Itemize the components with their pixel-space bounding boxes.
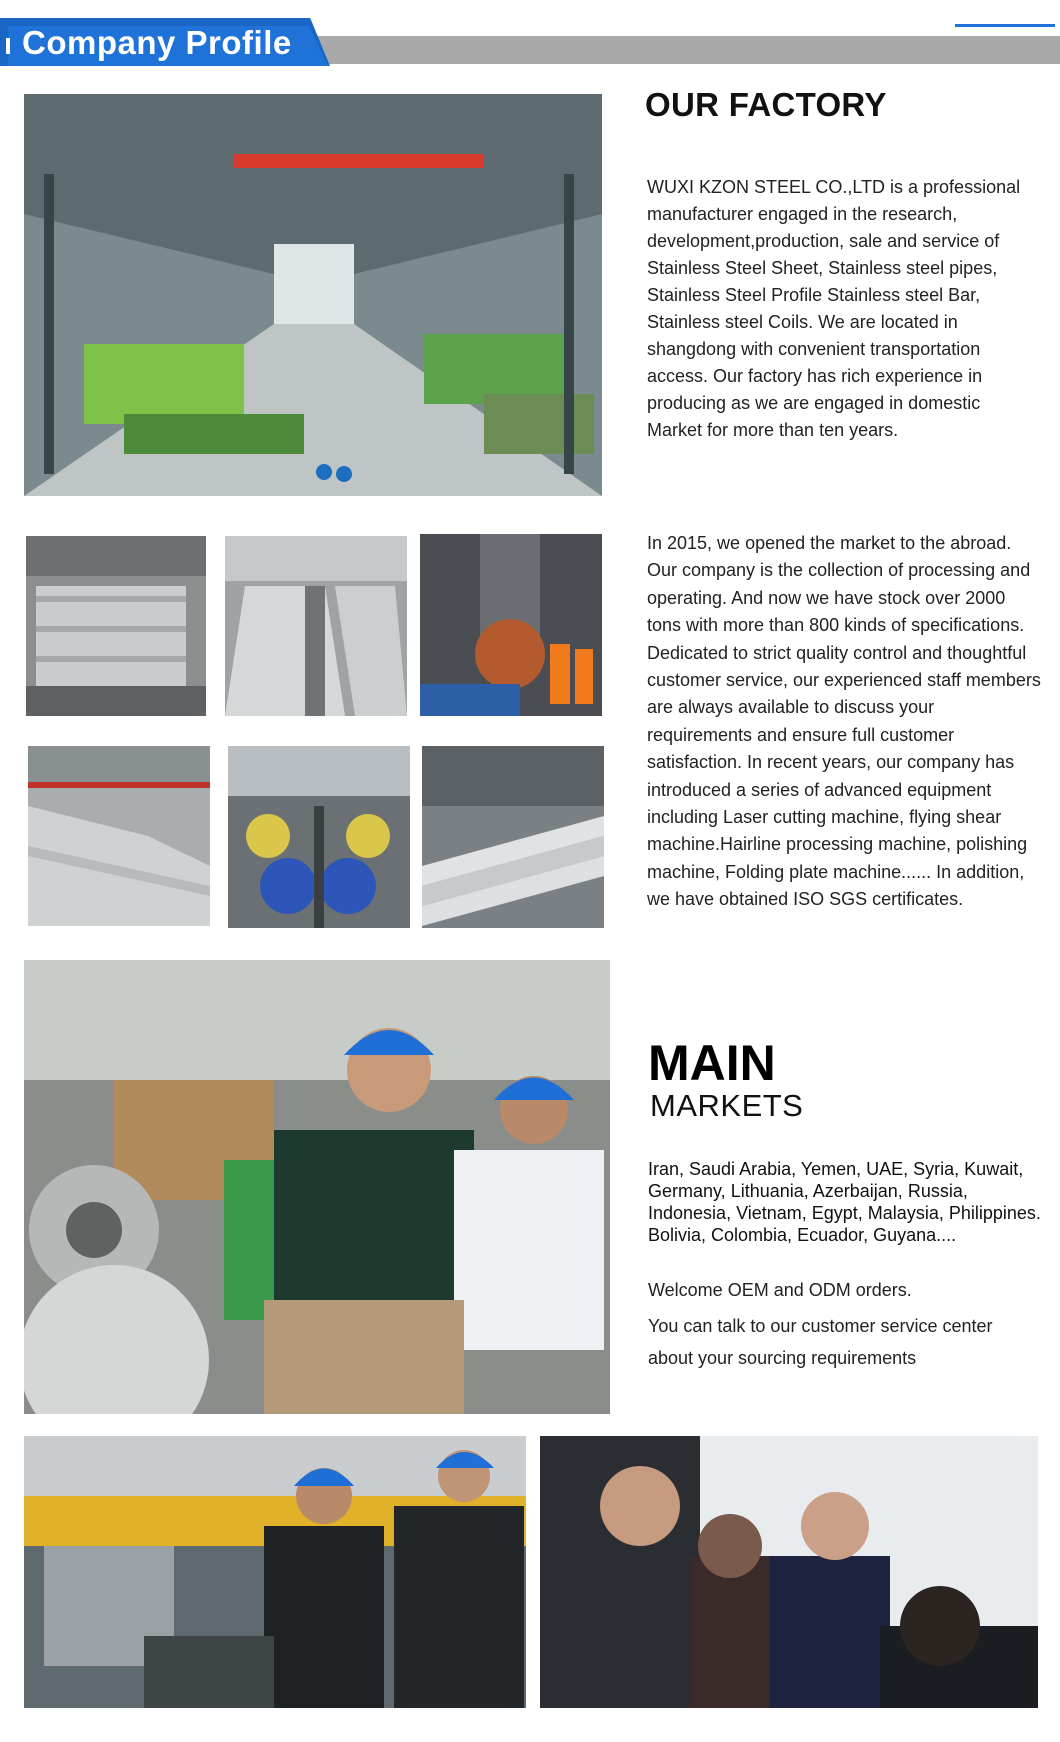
stacked-plates-photo bbox=[28, 746, 210, 926]
header-accent-line bbox=[955, 24, 1055, 27]
contact-text-line1: You can talk to our customer service center bbox=[648, 1316, 993, 1336]
contact-text-line2: about your sourcing requirements bbox=[648, 1348, 917, 1368]
factory-history-text: In 2015, we opened the market to the abroad. Our company is the collection of processing and operating. And now we have stock over 2000 tons with more than 800 kinds of specifications. Dedicated to strict quality control and thoughtful customer service, our experienced staff members are always available to discuss your requirements and ensure full customer satisfaction. In recent years, our company has introduced a series of advanced equipment including Laser cutting machine, flying shear machine.Hairline processing machine, polishing machine, Folding plate machine...... In addition, we have obtained ISO SGS certificates. bbox=[647, 533, 1041, 910]
markets-country-list: Iran, Saudi Arabia, Yemen, UAE, Syria, Kuwait, Germany, Lithuania, Azerbaijan, Russia, Indonesia, Vietnam, Egypt, Malaysia, Philippines. Bolivia, Colombia, Ecuador, Guyana.... bbox=[648, 1159, 1041, 1245]
header-gray-bar bbox=[300, 36, 1060, 64]
steel-pipes-photo bbox=[422, 746, 604, 928]
factory-hall-photo bbox=[24, 94, 602, 496]
oem-odm-text: Welcome OEM and ODM orders. bbox=[648, 1280, 912, 1300]
markets-heading-sub: MARKETS bbox=[650, 1088, 804, 1123]
crane-workers-photo bbox=[420, 534, 602, 716]
customer-visit-photo bbox=[24, 960, 610, 1414]
header-marker-icon bbox=[6, 38, 10, 54]
steel-coils-warehouse-photo bbox=[228, 746, 410, 928]
steel-sheets-photo bbox=[225, 536, 407, 716]
section-title: Company Profile bbox=[22, 24, 292, 61]
meeting-photo bbox=[540, 1436, 1038, 1708]
factory-heading: OUR FACTORY bbox=[645, 86, 887, 123]
steel-profiles-photo bbox=[26, 536, 206, 716]
factory-intro-text: WUXI KZON STEEL CO.,LTD is a professional manufacturer engaged in the research, development,production, sale and service of Stainless Steel Sheet, Stainless steel pipes, Stainless Steel Profile Stainless steel Bar, Stainless steel Coils. We are located in shangdong with convenient transportation access. Our factory has rich experience in producing as we are engaged in domestic Market for more than ten years. bbox=[647, 177, 1021, 440]
machine-inspection-photo bbox=[24, 1436, 526, 1708]
markets-heading-main: MAIN bbox=[648, 1035, 776, 1091]
